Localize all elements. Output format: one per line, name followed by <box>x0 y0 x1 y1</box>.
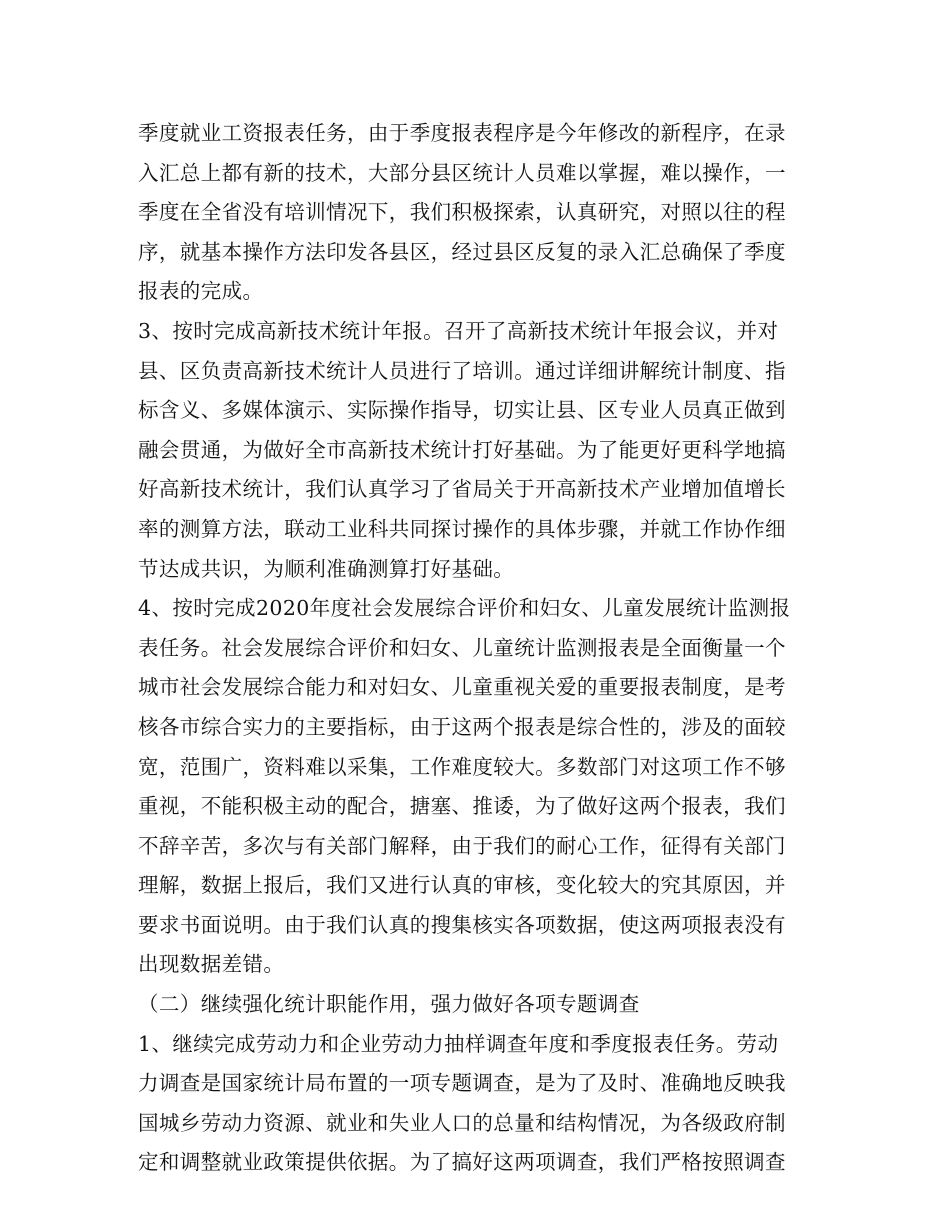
text-line: 核各市综合实力的主要指标，由于这两个报表是综合性的，涉及的面较 <box>138 714 786 739</box>
text-line: 序，就基本操作方法印发各县区，经过县区反复的录入汇总确保了季度 <box>138 239 786 264</box>
text-line: 要求书面说明。由于我们认真的搜集核实各项数据，使这两项报表没有 <box>138 912 786 937</box>
text-line: 出现数据差错。 <box>138 952 285 977</box>
section-heading: （二）继续强化统计职能作用，强力做好各项专题调查 <box>138 992 640 1017</box>
text-line: 宽，范围广，资料难以采集，工作难度较大。多数部门对这项工作不够 <box>138 754 786 779</box>
text-line: 季度在全省没有培训情况下，我们积极探索，认真研究，对照以往的程 <box>138 200 786 225</box>
text-line: 重视，不能积极主动的配合，搪塞、推诿，为了做好这两个报表，我们 <box>138 794 786 819</box>
text-line: 率的测算方法，联动工业科共同探讨操作的具体步骤，并就工作协作细 <box>138 516 786 541</box>
text-line: 3、按时完成高新技术统计年报。召开了高新技术统计年报会议，并对 <box>138 318 779 343</box>
text-line: 城市社会发展综合能力和对妇女、儿童重视关爱的重要报表制度，是考 <box>138 675 786 700</box>
text-line: 国城乡劳动力资源、就业和失业人口的总量和结构情况，为各级政府制 <box>138 1110 786 1135</box>
text-line: 季度就业工资报表任务，由于季度报表程序是今年修改的新程序，在录 <box>138 121 786 145</box>
document-body <box>138 114 818 1183</box>
text-line: 力调查是国家统计局布置的一项专题调查，是为了及时、准确地反映我 <box>138 1071 786 1096</box>
text-line: 标含义、多媒体演示、实际操作指导，切实让县、区专业人员真正做到 <box>138 398 786 423</box>
text-line: 融会贯通，为做好全市高新技术统计打好基础。为了能更好更科学地搞 <box>138 437 786 462</box>
text-line: 报表的完成。 <box>138 279 264 304</box>
text-line: 表任务。社会发展综合评价和妇女、儿童统计监测报表是全面衡量一个 <box>138 635 786 660</box>
text-line: 4、按时完成2020年度社会发展综合评价和妇女、儿童发展统计监测报 <box>138 596 791 621</box>
text-line: 理解，数据上报后，我们又进行认真的审核，变化较大的究其原因，并 <box>138 873 786 898</box>
text-line: 好高新技术统计，我们认真学习了省局关于开高新技术产业增加值增长 <box>138 477 786 502</box>
text-line: 入汇总上都有新的技术，大部分县区统计人员难以掌握，难以操作，一 <box>138 160 786 185</box>
text-line: 1、继续完成劳动力和企业劳动力抽样调查年度和季度报表任务。劳动 <box>138 1031 779 1056</box>
text-line: 县、区负责高新技术统计人员进行了培训。通过详细讲解统计制度、指 <box>138 358 786 383</box>
text-line: 定和调整就业政策提供依据。为了搞好这两项调查，我们严格按照调查 <box>138 1150 786 1175</box>
text-line: 节达成共识，为顺利准确测算打好基础。 <box>138 556 515 581</box>
text-line: 不辞辛苦，多次与有关部门解释，由于我们的耐心工作，征得有关部门 <box>138 833 786 858</box>
